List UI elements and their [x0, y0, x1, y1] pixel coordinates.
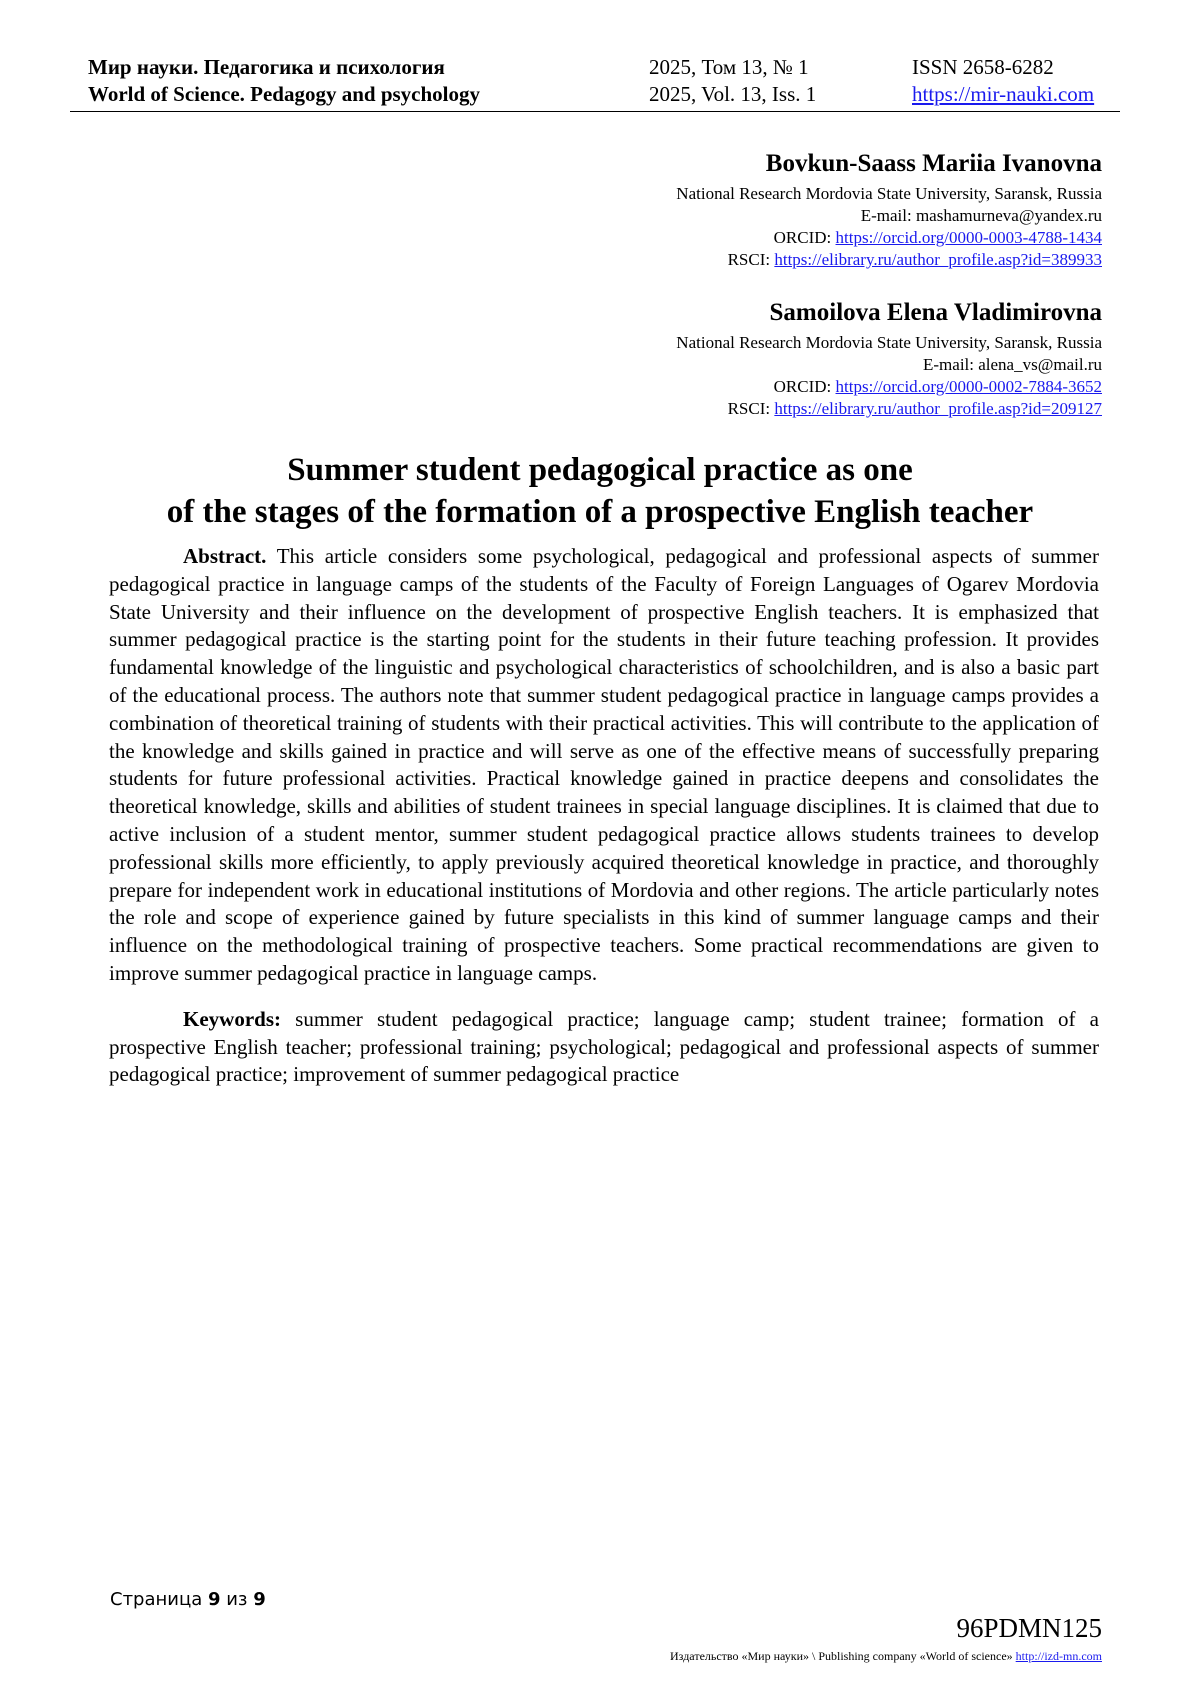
- keywords-text: summer student pedagogical practice; language camp; student trainee; formation of a prospective English teacher; professional training; psychological; pedagogical and professional aspects of summer pedagogical practice; improvement of summer pedagogical practice: [109, 1006, 1099, 1087]
- author-orcid: ORCID: https://orcid.org/0000-0002-7884-3652: [773, 377, 1102, 396]
- publisher-link[interactable]: http://izd-mn.com: [1015, 1649, 1102, 1663]
- author-affiliation: National Research Mordovia State University, Saransk, Russia: [676, 184, 1102, 203]
- page-number: Страница 9 из 9: [110, 1589, 266, 1610]
- author-email: E-mail: alena_vs@mail.ru: [923, 355, 1102, 374]
- rsci-link[interactable]: https://elibrary.ru/author_profile.asp?id=209127: [774, 399, 1102, 418]
- author-block-1: [402, 148, 1102, 271]
- author-block-2: [402, 297, 1102, 420]
- journal-site-link[interactable]: https://mir-nauki.com: [912, 82, 1095, 106]
- article-code: 96PDMN125: [956, 1613, 1102, 1643]
- keywords-label: Keywords:: [183, 1006, 281, 1031]
- publisher-line: Издательство «Мир науки» \ Publishing company «World of science» http://izd-mn.com: [670, 1649, 1102, 1663]
- article-title: Summer student pedagogical practice as one of the stages of the formation of a prospective English teacher: [166, 452, 1034, 530]
- header-divider: [70, 111, 1120, 112]
- author-rsci: RSCI: https://elibrary.ru/author_profile.asp?id=209127: [727, 399, 1102, 418]
- author-rsci: RSCI: https://elibrary.ru/author_profile.asp?id=389933: [727, 250, 1102, 269]
- author-orcid: ORCID: https://orcid.org/0000-0003-4788-1434: [773, 228, 1102, 247]
- orcid-link[interactable]: https://orcid.org/0000-0003-4788-1434: [835, 228, 1102, 247]
- journal-name: Мир науки. Педагогика и психология World of Science. Pedagogy and psychology: [88, 55, 481, 106]
- volume-info: 2025, Том 13, № 1 2025, Vol. 13, Iss. 1: [649, 55, 817, 106]
- orcid-link[interactable]: https://orcid.org/0000-0002-7884-3652: [835, 377, 1102, 396]
- author-name: Samoilova Elena Vladimirovna: [769, 299, 1102, 326]
- journal-header: [88, 54, 1120, 112]
- abstract-text: This article considers some psychological, pedagogical and professional aspects of summer pedagogical practice in language camps of the students of the Faculty of Foreign Languages of Ogarev Mordovia State University and their influence on the development of prospective English teachers. It is emphasized that summer pedagogical practice is the starting point for the students in their future teaching profession. It provides fundamental knowledge of the linguistic and psychological characteristics of schoolchildren, and is also a basic part of the educational process. The authors note that summer student pedagogical practice in language camps provides a combination of theoretical training of students with their practical activities. This will contribute to the application of the knowledge and skills gained in practice and will serve as one of the effective means of successfully preparing students for future professional activities. Practical knowledge gained in practice deepens and consolidates the theoretical knowledge, skills and abilities of student trainees in special language disciplines. It is claimed that due to active inclusion of a student mentor, summer student pedagogical practice allows students trainees to develop professional skills more efficiently, to apply previously acquired theoretical knowledge in practice, and thoroughly prepare for independent work in educational institutions of Mordovia and other regions. The article particularly notes the role and scope of experience gained by future specialists in this kind of summer language camps and their influence on the methodological training of prospective teachers. Some practical recommendations are given to improve summer pedagogical practice in language camps.: [109, 544, 1099, 985]
- author-name: Bovkun-Saass Mariia Ivanovna: [765, 150, 1102, 177]
- author-email: E-mail: mashamurneva@yandex.ru: [860, 206, 1102, 225]
- keywords: [109, 1006, 1099, 1089]
- abstract-label: Abstract.: [183, 544, 267, 568]
- rsci-link[interactable]: https://elibrary.ru/author_profile.asp?id=389933: [774, 250, 1102, 269]
- author-affiliation: National Research Mordovia State University, Saransk, Russia: [676, 333, 1102, 352]
- issn-block: ISSN 2658-6282 https://mir-nauki.com: [912, 55, 1095, 106]
- abstract: [109, 543, 1099, 988]
- article-body: [109, 543, 1099, 1089]
